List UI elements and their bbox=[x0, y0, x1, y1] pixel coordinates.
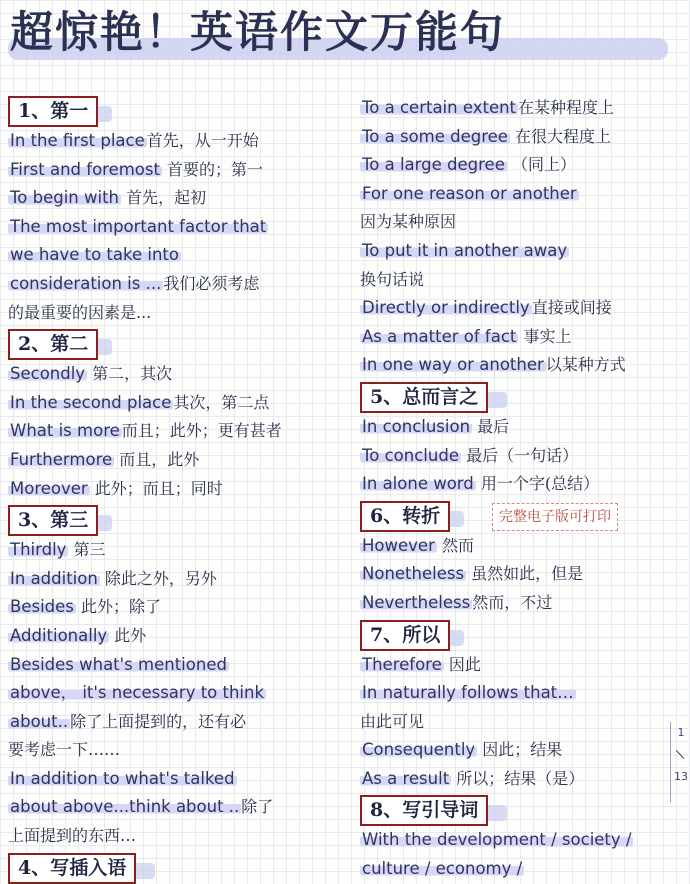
phrase-line bbox=[360, 180, 685, 209]
english-phrase: For one reason or another bbox=[362, 183, 577, 203]
english-phrase: In the second place bbox=[10, 392, 172, 412]
phrase-line bbox=[360, 679, 685, 708]
page-current: 1 bbox=[677, 726, 685, 739]
english-phrase: As a result bbox=[362, 768, 450, 788]
english-phrase: In conclusion bbox=[362, 416, 471, 436]
chinese-meaning: 第二，其次 bbox=[87, 364, 173, 384]
chinese-meaning: 要考虑一下…… bbox=[8, 740, 121, 760]
phrase-line bbox=[360, 351, 685, 380]
english-phrase: about above...think about .. bbox=[10, 797, 240, 817]
phrase-line bbox=[8, 360, 348, 389]
english-phrase: culture / economy / bbox=[362, 859, 523, 879]
chinese-meaning: 我们必须考虑 bbox=[163, 273, 260, 293]
section-heading-row bbox=[8, 851, 348, 884]
phrase-line bbox=[8, 565, 348, 594]
section-heading: 4、写插入语 bbox=[8, 853, 136, 884]
page-title: 超惊艳！英语作文万能句 bbox=[10, 8, 505, 58]
english-phrase: What is more bbox=[10, 421, 120, 441]
phrase-line bbox=[360, 123, 685, 152]
chinese-meaning: 首要的；第一 bbox=[161, 159, 264, 179]
chinese-meaning: 因为某种原因 bbox=[360, 212, 457, 232]
english-phrase: Therefore bbox=[362, 654, 442, 674]
chinese-meaning: 除此之外，另外 bbox=[99, 568, 217, 588]
phrase-line bbox=[8, 446, 348, 475]
phrase-line bbox=[360, 532, 685, 561]
chinese-meaning: 首先，起初 bbox=[121, 188, 207, 208]
phrase-line bbox=[360, 237, 685, 266]
english-phrase: Furthermore bbox=[10, 449, 113, 469]
phrase-line bbox=[8, 213, 348, 242]
chinese-meaning: 最后（一句话） bbox=[460, 445, 579, 465]
phrase-line bbox=[360, 94, 685, 123]
chinese-meaning: （同上） bbox=[506, 155, 576, 175]
chinese-meaning: 直接或间接 bbox=[531, 298, 612, 318]
phrase-line bbox=[8, 270, 348, 299]
chinese-meaning: 用一个字(总结） bbox=[475, 474, 600, 494]
phrase-line bbox=[360, 323, 685, 352]
phrase-line bbox=[8, 593, 348, 622]
left-column bbox=[8, 94, 348, 884]
chinese-meaning: 换句话说 bbox=[360, 269, 425, 289]
phrase-line bbox=[8, 536, 348, 565]
phrase-line bbox=[360, 765, 685, 794]
chinese-meaning: 以某种方式 bbox=[545, 355, 626, 375]
chinese-meaning: 因此 bbox=[443, 654, 481, 674]
chinese-meaning: 除了上面提到的，还有必 bbox=[70, 711, 247, 731]
english-phrase: Nevertheless bbox=[362, 592, 471, 612]
phrase-line bbox=[360, 442, 685, 471]
english-phrase: Nonetheless bbox=[362, 564, 465, 584]
section-heading: 2、第二 bbox=[8, 329, 98, 360]
section-heading-row bbox=[8, 503, 348, 536]
section-heading: 5、总而言之 bbox=[360, 382, 488, 413]
section-heading: 6、转折 bbox=[360, 501, 450, 532]
section-heading: 7、所以 bbox=[360, 620, 450, 651]
english-phrase: above， it's necessary to think bbox=[10, 683, 265, 703]
english-phrase: First and foremost bbox=[10, 159, 160, 179]
section-heading-row bbox=[8, 94, 348, 127]
chinese-meaning: 的最重要的因素是... bbox=[8, 302, 152, 322]
section-heading-row bbox=[8, 327, 348, 360]
chinese-meaning: 而且，此外 bbox=[114, 449, 200, 469]
phrase-line bbox=[360, 651, 685, 680]
english-phrase: Additionally bbox=[10, 625, 108, 645]
chinese-meaning: 然而，不过 bbox=[472, 592, 553, 612]
phrase-line bbox=[8, 793, 348, 822]
phrase-line bbox=[360, 736, 685, 765]
phrase-line bbox=[360, 294, 685, 323]
phrase-line bbox=[8, 417, 348, 446]
phrase-line bbox=[360, 855, 685, 884]
english-phrase: To conclude bbox=[362, 445, 459, 465]
chinese-meaning: 事实上 bbox=[518, 326, 572, 346]
chinese-meaning: 此外；而且；同时 bbox=[89, 478, 223, 498]
phrase-line bbox=[360, 826, 685, 855]
chinese-meaning: 在很大程度上 bbox=[509, 126, 612, 146]
phrase-line bbox=[360, 266, 685, 295]
chinese-meaning: 因此；结果 bbox=[477, 740, 563, 760]
right-column bbox=[360, 94, 685, 884]
phrase-line bbox=[360, 708, 685, 737]
english-phrase: To a some degree bbox=[362, 126, 508, 146]
english-phrase: To a large degree bbox=[362, 155, 505, 175]
phrase-line bbox=[8, 127, 348, 156]
english-phrase: As a matter of fact bbox=[362, 326, 517, 346]
english-phrase: To begin with bbox=[10, 188, 120, 208]
section-heading-row bbox=[360, 380, 685, 413]
phrase-line bbox=[8, 156, 348, 185]
phrase-line bbox=[8, 299, 348, 328]
chinese-meaning: 其次，第二点 bbox=[173, 392, 270, 412]
english-phrase: Thirdly bbox=[10, 540, 67, 560]
english-phrase: Besides bbox=[10, 597, 74, 617]
english-phrase: In naturally follows that… bbox=[362, 683, 574, 703]
chinese-meaning: 而且；此外；更有甚者 bbox=[121, 421, 282, 441]
english-phrase: To put it in another away bbox=[362, 240, 568, 260]
english-phrase: Secondly bbox=[10, 364, 86, 384]
phrase-line bbox=[8, 389, 348, 418]
chinese-meaning: 由此可见 bbox=[360, 711, 425, 731]
phrase-line bbox=[360, 560, 685, 589]
english-phrase: In one way or another bbox=[362, 355, 544, 375]
phrase-line bbox=[8, 765, 348, 794]
phrase-line bbox=[360, 589, 685, 618]
english-phrase: The most important factor that bbox=[10, 216, 267, 236]
phrase-line bbox=[8, 679, 348, 708]
phrase-line bbox=[8, 184, 348, 213]
page-separator: / bbox=[672, 749, 689, 761]
phrase-line bbox=[8, 822, 348, 851]
english-phrase: In addition to what's talked bbox=[10, 768, 235, 788]
chinese-meaning: 首先，从一开始 bbox=[146, 131, 259, 150]
chinese-meaning: 所以；结果（是） bbox=[451, 768, 585, 788]
chinese-meaning: 此外 bbox=[109, 625, 147, 645]
chinese-meaning: 除了 bbox=[241, 797, 274, 817]
section-heading: 1、第一 bbox=[8, 96, 98, 127]
chinese-meaning: 最后 bbox=[472, 416, 510, 436]
english-phrase: However bbox=[362, 535, 435, 555]
english-phrase: To a certain extent bbox=[362, 98, 517, 117]
section-heading: 3、第三 bbox=[8, 505, 98, 536]
phrase-line bbox=[8, 622, 348, 651]
phrase-line bbox=[360, 151, 685, 180]
english-phrase: In alone word bbox=[362, 474, 474, 494]
page-indicator bbox=[670, 722, 690, 802]
phrase-line bbox=[360, 413, 685, 442]
chinese-meaning: 在某种程度上 bbox=[518, 98, 615, 117]
section-heading: 8、写引导词 bbox=[360, 795, 488, 826]
chinese-meaning: 第三 bbox=[68, 540, 106, 560]
english-phrase: Directly or indirectly bbox=[362, 298, 530, 318]
english-phrase: about.. bbox=[10, 711, 69, 731]
section-heading-row bbox=[360, 618, 685, 651]
english-phrase: Consequently bbox=[362, 740, 476, 760]
english-phrase: Moreover bbox=[10, 478, 88, 498]
phrase-line bbox=[8, 475, 348, 504]
english-phrase: consideration is ... bbox=[10, 273, 162, 293]
english-phrase: Besides what's mentioned bbox=[10, 654, 227, 674]
chinese-meaning: 上面提到的东西… bbox=[8, 826, 137, 846]
chinese-meaning: 此外；除了 bbox=[75, 597, 161, 617]
phrase-line bbox=[8, 241, 348, 270]
english-phrase: With the development / society / bbox=[362, 830, 632, 850]
phrase-line bbox=[8, 651, 348, 680]
chinese-meaning: 然而 bbox=[436, 535, 474, 555]
page-total: 13 bbox=[674, 770, 688, 783]
section-heading-row bbox=[360, 793, 685, 826]
english-phrase: In addition bbox=[10, 568, 98, 588]
printable-stamp: 完整电子版可打印 bbox=[492, 503, 618, 531]
english-phrase: In the first place bbox=[10, 131, 145, 150]
phrase-line bbox=[360, 208, 685, 237]
phrase-line bbox=[360, 470, 685, 499]
phrase-line bbox=[8, 736, 348, 765]
section-heading-row bbox=[360, 499, 685, 532]
english-phrase: we have to take into bbox=[10, 245, 179, 265]
chinese-meaning: 虽然如此，但是 bbox=[466, 564, 584, 584]
phrase-line bbox=[8, 708, 348, 737]
